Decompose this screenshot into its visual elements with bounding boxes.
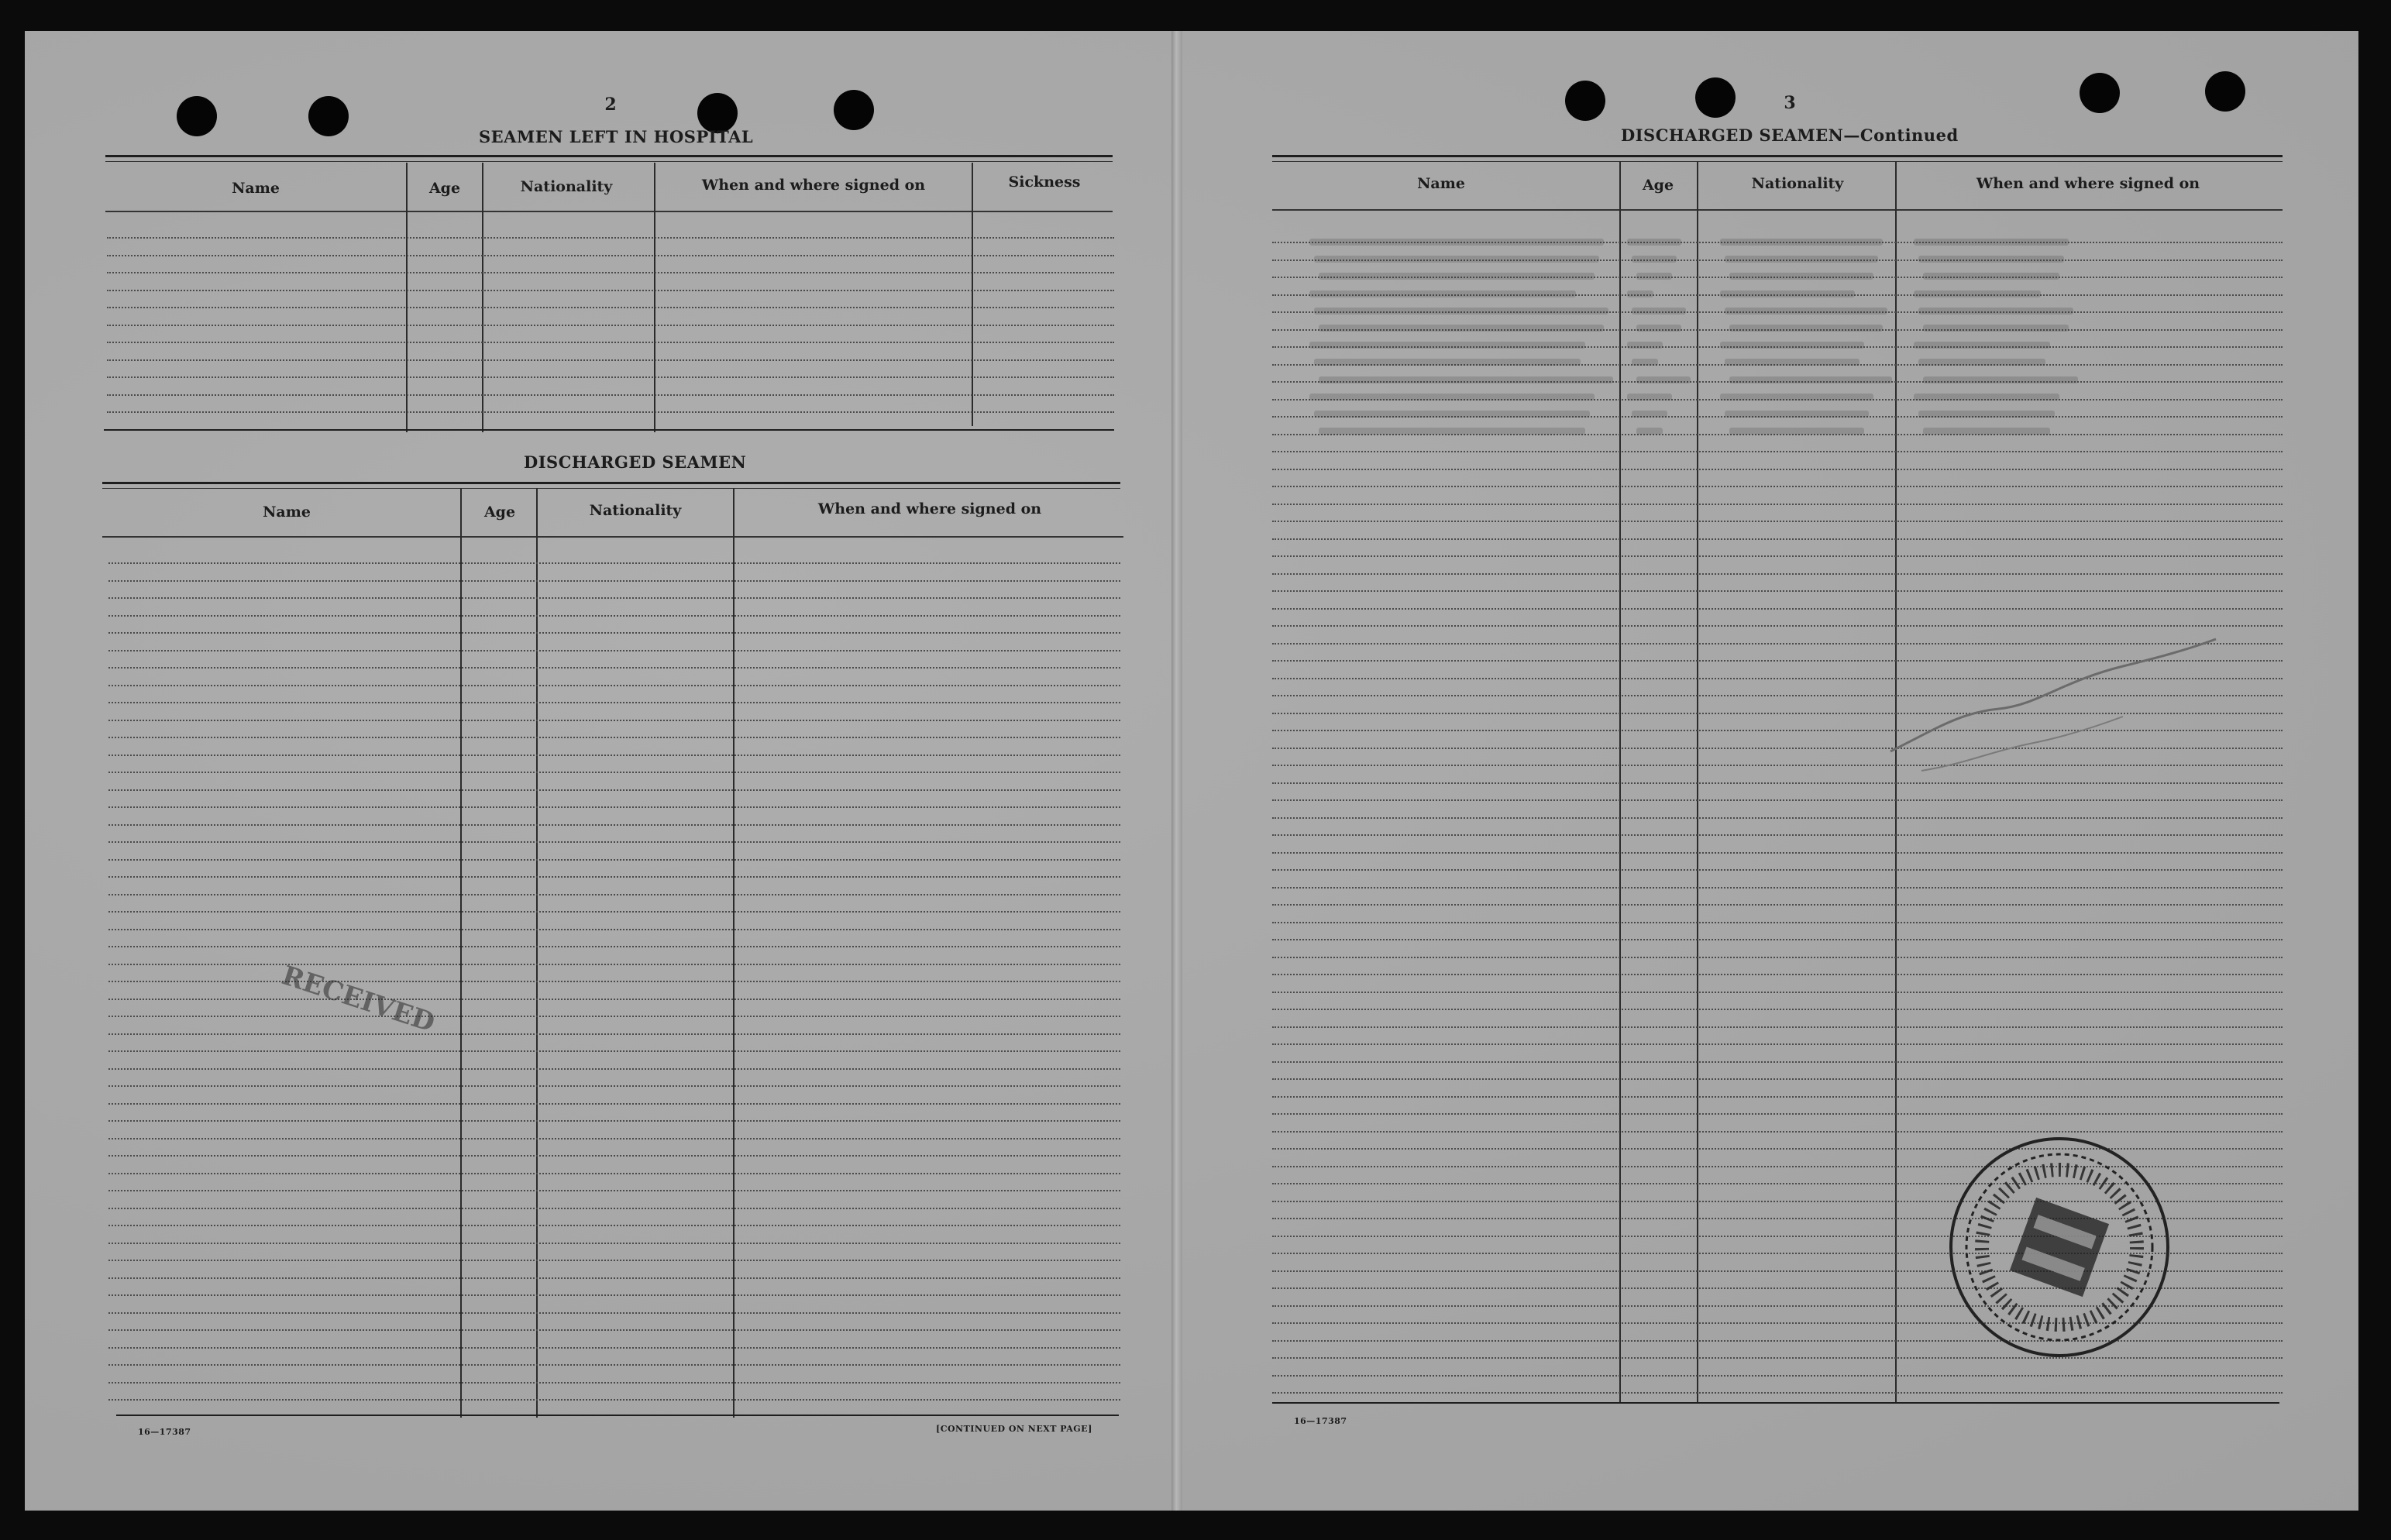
right-col-name: Name — [1417, 175, 1465, 192]
bleed-through-mark — [1627, 342, 1663, 349]
ruled-line — [1272, 486, 2283, 487]
ruled-line — [108, 894, 1120, 895]
bleed-through-mark — [1923, 428, 2050, 435]
bleed-through-mark — [1729, 325, 1883, 332]
ruled-line — [108, 1364, 1120, 1366]
page-number: 2 — [604, 95, 617, 115]
ruled-line — [107, 394, 1114, 396]
bleed-through-mark — [1729, 376, 1892, 383]
ruled-line — [108, 1103, 1120, 1105]
pencil-annotation — [1890, 635, 2216, 790]
ruled-line — [108, 1033, 1120, 1035]
ruled-line — [108, 632, 1120, 634]
bleed-through-mark — [1319, 376, 1613, 383]
ruled-line — [108, 1208, 1120, 1209]
ruled-line — [1272, 939, 2283, 940]
ruled-line — [1272, 590, 2283, 592]
bleed-through-mark — [1319, 273, 1595, 280]
form-number: 16—17387 — [138, 1427, 191, 1437]
ruled-line — [107, 272, 1114, 273]
ruled-line — [108, 789, 1120, 791]
ruled-line — [108, 1243, 1120, 1244]
ruled-line — [1272, 957, 2283, 958]
ruled-line — [1272, 625, 2283, 627]
ruled-line — [108, 981, 1120, 982]
ruled-line — [108, 964, 1120, 965]
ruled-line — [108, 772, 1120, 773]
bleed-through-mark — [1632, 359, 1658, 366]
bleed-through-mark — [1636, 428, 1663, 435]
bleed-through-mark — [1918, 256, 2064, 263]
bleed-through-mark — [1923, 376, 2078, 383]
bleed-through-mark — [1309, 394, 1595, 400]
hospital-col-divider — [654, 163, 655, 432]
bleed-through-mark — [1627, 290, 1653, 297]
ruled-line — [108, 876, 1120, 878]
bleed-through-mark — [1720, 342, 1864, 349]
bleed-through-mark — [1627, 239, 1681, 246]
hospital-col-sickness: Sickness — [1008, 174, 1081, 191]
ruled-line — [108, 929, 1120, 930]
bleed-through-mark — [1923, 273, 2059, 280]
ruled-line — [1272, 469, 2283, 470]
ruled-line — [108, 650, 1120, 651]
ruled-line — [1272, 1392, 2283, 1394]
bleed-through-mark — [1720, 239, 1883, 246]
ruled-line — [1272, 573, 2283, 575]
punch-hole — [1565, 81, 1605, 121]
bleed-through-mark — [1725, 411, 1869, 418]
bleed-through-mark — [1914, 342, 2050, 349]
punch-hole — [177, 96, 217, 136]
bleed-through-mark — [1720, 394, 1873, 400]
bleed-through-mark — [1319, 325, 1604, 332]
bleed-through-mark — [1914, 290, 2041, 297]
discharged-table-top-rule — [102, 482, 1120, 484]
hospital-col-divider — [972, 163, 973, 426]
ruled-line — [107, 307, 1114, 308]
ruled-line — [108, 859, 1120, 861]
ruled-line — [108, 1382, 1120, 1384]
ruled-line — [108, 1399, 1120, 1401]
form-number: 16—17387 — [1294, 1416, 1347, 1426]
discharged-table-bottom-rule — [116, 1415, 1119, 1416]
ruled-line — [108, 1347, 1120, 1349]
bleed-through-mark — [1314, 256, 1599, 263]
ruled-line — [108, 1050, 1120, 1052]
ruled-line — [108, 1312, 1120, 1314]
right-table-top-rule-2 — [1272, 161, 2283, 162]
bleed-through-mark — [1725, 308, 1887, 315]
hospital-col-divider — [482, 163, 483, 432]
ruled-line — [108, 824, 1120, 826]
right-header-rule — [1272, 209, 2283, 211]
ruled-line — [108, 615, 1120, 617]
bleed-through-mark — [1914, 239, 2069, 246]
ruled-line — [1272, 521, 2283, 522]
ruled-line — [108, 562, 1120, 564]
ruled-line — [108, 1068, 1120, 1070]
page-fold — [1171, 31, 1182, 1511]
ruled-line — [107, 376, 1114, 378]
bleed-through-mark — [1725, 359, 1859, 366]
discharged-col-nationality: Nationality — [589, 502, 682, 519]
ruled-line — [1272, 834, 2283, 836]
bleed-through-mark — [1636, 325, 1681, 332]
ruled-line — [1272, 922, 2283, 923]
ruled-line — [1272, 555, 2283, 557]
ruled-line — [108, 1016, 1120, 1017]
ruled-line — [1272, 538, 2283, 540]
ruled-line — [1272, 504, 2283, 505]
ruled-line — [108, 1329, 1120, 1331]
bleed-through-mark — [1636, 273, 1672, 280]
ruled-line — [1272, 1375, 2283, 1377]
ruled-line — [108, 1294, 1120, 1296]
ruled-line — [1272, 799, 2283, 801]
ruled-line — [107, 290, 1114, 291]
punch-hole — [834, 90, 874, 130]
ruled-line — [1272, 451, 2283, 452]
ruled-line — [108, 685, 1120, 686]
ruled-line — [108, 1085, 1120, 1087]
ruled-line — [108, 1277, 1120, 1279]
ruled-line — [1272, 1078, 2283, 1080]
right-table-top-rule — [1272, 155, 2283, 157]
hospital-col-nationality: Nationality — [520, 178, 613, 195]
ruled-line — [108, 737, 1120, 738]
ruled-line — [1272, 904, 2283, 906]
ruled-line — [107, 325, 1114, 326]
discharged-col-age: Age — [483, 504, 516, 521]
discharged-table-top-rule-2 — [102, 488, 1120, 489]
bleed-through-mark — [1729, 273, 1873, 280]
bleed-through-mark — [1314, 308, 1608, 315]
continued-note: [CONTINUED ON NEXT PAGE] — [936, 1424, 1092, 1434]
punch-hole — [2080, 73, 2120, 113]
ruled-line — [1272, 1061, 2283, 1063]
ruled-line — [108, 720, 1120, 721]
hospital-table-bottom-rule — [104, 429, 1114, 431]
hospital-table-top-rule-2 — [105, 161, 1113, 162]
ruled-line — [108, 1190, 1120, 1191]
ruled-line — [108, 755, 1120, 756]
faint-received-stamp: RECEIVED — [277, 960, 439, 1039]
bleed-through-mark — [1923, 325, 2069, 332]
bleed-through-mark — [1636, 376, 1691, 383]
punch-hole — [1695, 77, 1736, 118]
ruled-line — [1272, 974, 2283, 975]
bleed-through-mark — [1918, 308, 2073, 315]
ruled-line — [108, 999, 1120, 1000]
ruled-line — [1272, 1026, 2283, 1028]
hospital-header-rule — [105, 211, 1113, 212]
bleed-through-mark — [1319, 428, 1585, 435]
discharged-continued-title: DISCHARGED SEAMEN—Continued — [1621, 125, 1959, 145]
bleed-through-mark — [1314, 359, 1581, 366]
ruled-line — [108, 580, 1120, 582]
bleed-through-mark — [1309, 290, 1576, 297]
ruled-line — [108, 1173, 1120, 1174]
right-col-age: Age — [1642, 177, 1674, 194]
ruled-line — [108, 1120, 1120, 1122]
ruled-line — [107, 255, 1114, 256]
ruled-line — [108, 946, 1120, 947]
bleed-through-mark — [1632, 308, 1686, 315]
bleed-through-mark — [1914, 394, 2059, 400]
ruled-line — [108, 911, 1120, 913]
ruled-line — [107, 342, 1114, 343]
ruled-line — [1272, 992, 2283, 993]
hospital-col-age: Age — [428, 180, 461, 197]
ruled-line — [1272, 887, 2283, 889]
ruled-line — [108, 597, 1120, 599]
bleed-through-mark — [1309, 239, 1604, 246]
ruled-line — [1272, 852, 2283, 854]
ruled-line — [108, 667, 1120, 669]
bleed-through-mark — [1309, 342, 1585, 349]
punch-hole — [308, 96, 349, 136]
right-table-bottom-rule — [1272, 1402, 2279, 1404]
bleed-through-mark — [1627, 394, 1672, 400]
hospital-col-signed-on: When and where signed on — [701, 177, 926, 194]
discharged-header-rule — [102, 536, 1123, 538]
bleed-through-mark — [1918, 359, 2045, 366]
bleed-through-mark — [1918, 411, 2055, 418]
ruled-line — [108, 806, 1120, 808]
circular-stamp — [1943, 1131, 2176, 1363]
ruled-line — [108, 702, 1120, 703]
ruled-line — [1272, 608, 2283, 610]
bleed-through-mark — [1314, 411, 1590, 418]
ruled-line — [1272, 1096, 2283, 1098]
right-col-signed-on: When and where signed on — [1976, 175, 2200, 192]
ruled-line — [107, 359, 1114, 361]
bleed-through-mark — [1725, 256, 1878, 263]
punch-hole — [2205, 71, 2245, 112]
hospital-table-top-rule — [105, 155, 1113, 157]
ruled-line — [108, 1138, 1120, 1140]
hospital-col-name: Name — [232, 180, 280, 197]
right-col-nationality: Nationality — [1751, 175, 1844, 192]
ruled-line — [107, 411, 1114, 413]
hospital-col-divider — [406, 163, 408, 432]
page-number: 3 — [1784, 93, 1796, 113]
ruled-line — [108, 1225, 1120, 1226]
ruled-line — [1272, 869, 2283, 871]
hospital-section-title: SEAMEN LEFT IN HOSPITAL — [479, 127, 754, 146]
ruled-line — [1272, 1113, 2283, 1115]
ruled-line — [107, 237, 1114, 239]
discharged-section-title: DISCHARGED SEAMEN — [524, 452, 747, 472]
ruled-line — [108, 1155, 1120, 1157]
ruled-line — [108, 841, 1120, 843]
ruled-line — [1272, 817, 2283, 819]
ruled-line — [108, 1260, 1120, 1261]
ruled-line — [1272, 1009, 2283, 1010]
discharged-col-signed-on: When and where signed on — [817, 500, 1042, 517]
bleed-through-mark — [1729, 428, 1864, 435]
bleed-through-mark — [1632, 256, 1677, 263]
discharged-col-name: Name — [263, 504, 311, 521]
bleed-through-mark — [1632, 411, 1667, 418]
bleed-through-mark — [1720, 290, 1855, 297]
ruled-line — [1272, 1043, 2283, 1045]
